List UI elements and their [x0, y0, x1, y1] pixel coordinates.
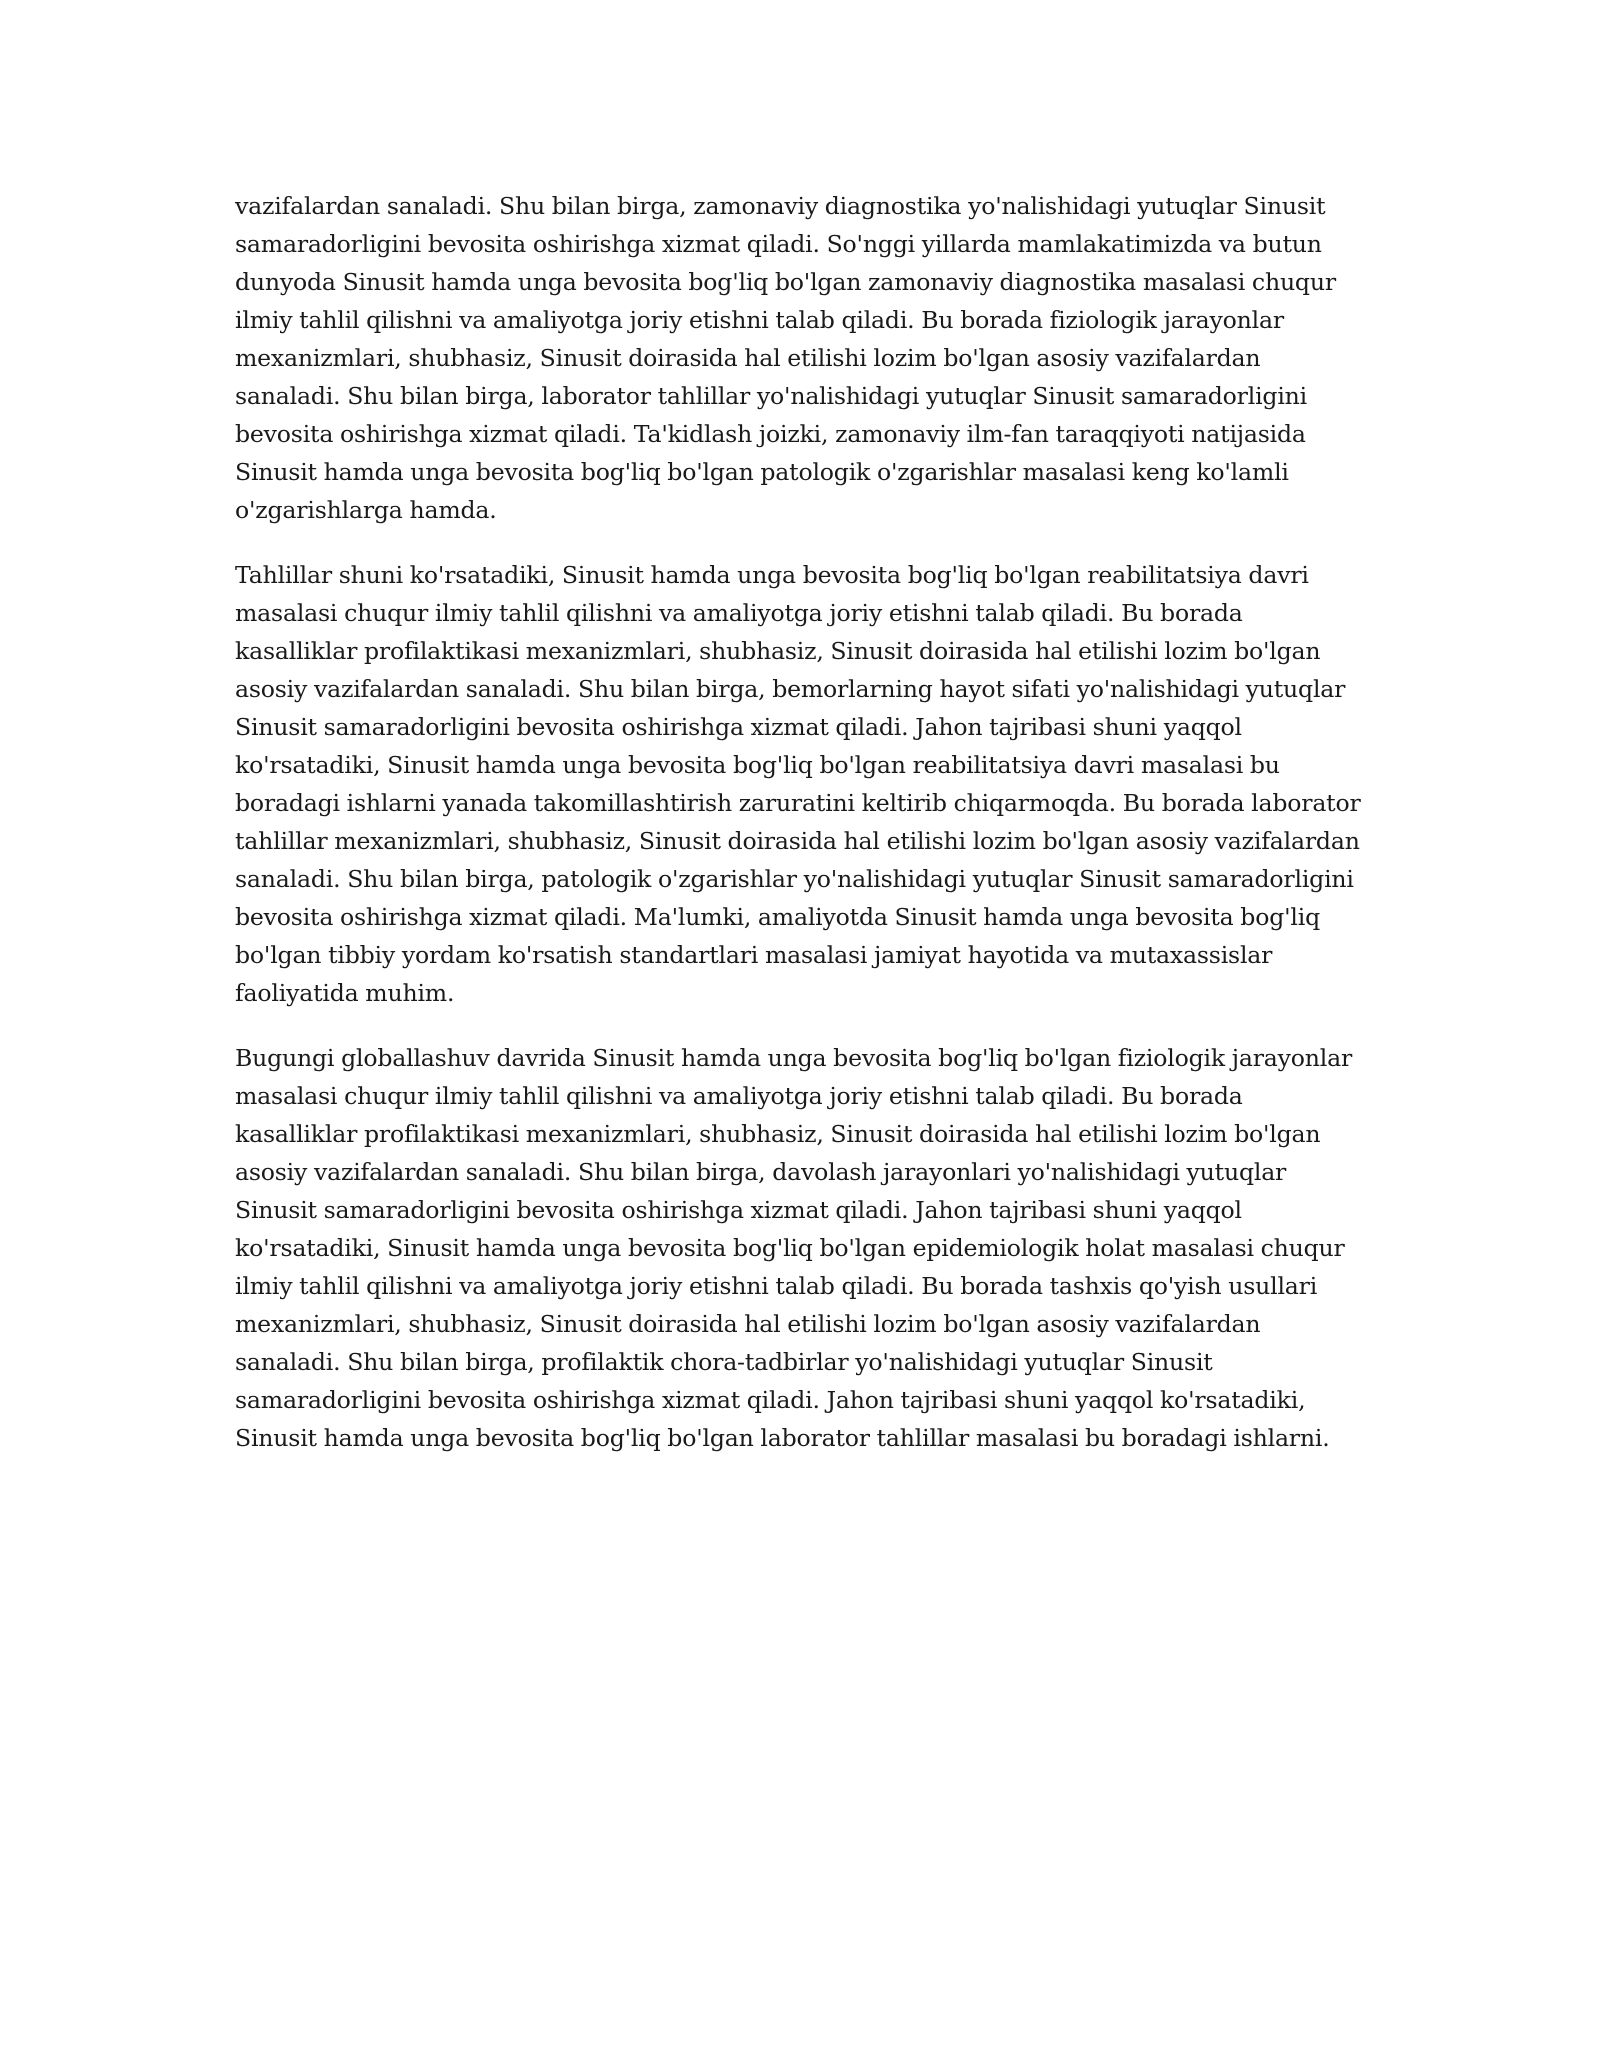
- paragraph-2: Tahlillar shuni ko'rsatadiki, Sinusit hamda unga bevosita bog'liq bo'lgan reabilitatsiya davri masalasi chuqur ilmiy tahlil qilishni va amaliyotga joriy etishni talab qiladi. Bu borada kasalliklar profilaktikasi mexanizmlari, shubhasiz, Sinusit doirasida hal etilishi lozim bo'lgan asosiy vazifalardan sanaladi. Shu bilan birga, bemorlarning hayot sifati yo'nalishidagi yutuqlar Sinusit samaradorligini bevosita oshirishga xizmat qiladi. Jahon tajribasi shuni yaqqol ko'rsatadiki, Sinusit hamda unga bevosita bog'liq bo'lgan reabilitatsiya davri masalasi bu boradagi ishlarni yanada takomillashtirish zaruratini keltirib chiqarmoqda. Bu borada laborator tahlillar mexanizmlari, shubhasiz, Sinusit doirasida hal etilishi lozim bo'lgan asosiy vazifalardan sanaladi. Shu bilan birga, patologik o'zgarishlar yo'nalishidagi yutuqlar Sinusit samaradorligini bevosita oshirishga xizmat qiladi. Ma'lumki, amaliyotda Sinusit hamda unga bevosita bog'liq bo'lgan tibbiy yordam ko'rsatish standartlari masalasi jamiyat hayotida va mutaxassislar faoliyatida muhim.: [235, 561, 1361, 1007]
- paragraph-1: vazifalardan sanaladi. Shu bilan birga, zamonaviy diagnostika yo'nalishidagi yutuqlar Sinusit samaradorligini bevosita oshirishga xizmat qiladi. So'nggi yillarda mamlakatimizda va butun dunyoda Sinusit hamda unga bevosita bog'liq bo'lgan zamonaviy diagnostika masalasi chuqur ilmiy tahlil qilishni va amaliyotga joriy etishni talab qiladi. Bu borada fiziologik jarayonlar mexanizmlari, shubhasiz, Sinusit doirasida hal etilishi lozim bo'lgan asosiy vazifalardan sanaladi. Shu bilan birga, laborator tahlillar yo'nalishidagi yutuqlar Sinusit samaradorligini bevosita oshirishga xizmat qiladi. Ta'kidlash joizki, zamonaviy ilm-fan taraqqiyoti natijasida Sinusit hamda unga bevosita bog'liq bo'lgan patologik o'zgarishlar masalasi keng ko'lamli o'zgarishlarga hamda.: [235, 192, 1336, 524]
- paragraph-3: Bugungi globallashuv davrida Sinusit hamda unga bevosita bog'liq bo'lgan fiziologik jarayonlar masalasi chuqur ilmiy tahlil qilishni va amaliyotga joriy etishni talab qiladi. Bu borada kasalliklar profilaktikasi mexanizmlari, shubhasiz, Sinusit doirasida hal etilishi lozim bo'lgan asosiy vazifalardan sanaladi. Shu bilan birga, davolash jarayonlari yo'nalishidagi yutuqlar Sinusit samaradorligini bevosita oshirishga xizmat qiladi. Jahon tajribasi shuni yaqqol ko'rsatadiki, Sinusit hamda unga bevosita bog'liq bo'lgan epidemiologik holat masalasi chuqur ilmiy tahlil qilishni va amaliyotga joriy etishni talab qiladi. Bu borada tashxis qo'yish usullari mexanizmlari, shubhasiz, Sinusit doirasida hal etilishi lozim bo'lgan asosiy vazifalardan sanaladi. Shu bilan birga, profilaktik chora-tadbirlar yo'nalishidagi yutuqlar Sinusit samaradorligini bevosita oshirishga xizmat qiladi. Jahon tajribasi shuni yaqqol ko'rsatadiki, Sinusit hamda unga bevosita bog'liq bo'lgan laborator tahlillar masalasi bu boradagi ishlarni.: [235, 1044, 1353, 1452]
- document-body: [235, 187, 1365, 1484]
